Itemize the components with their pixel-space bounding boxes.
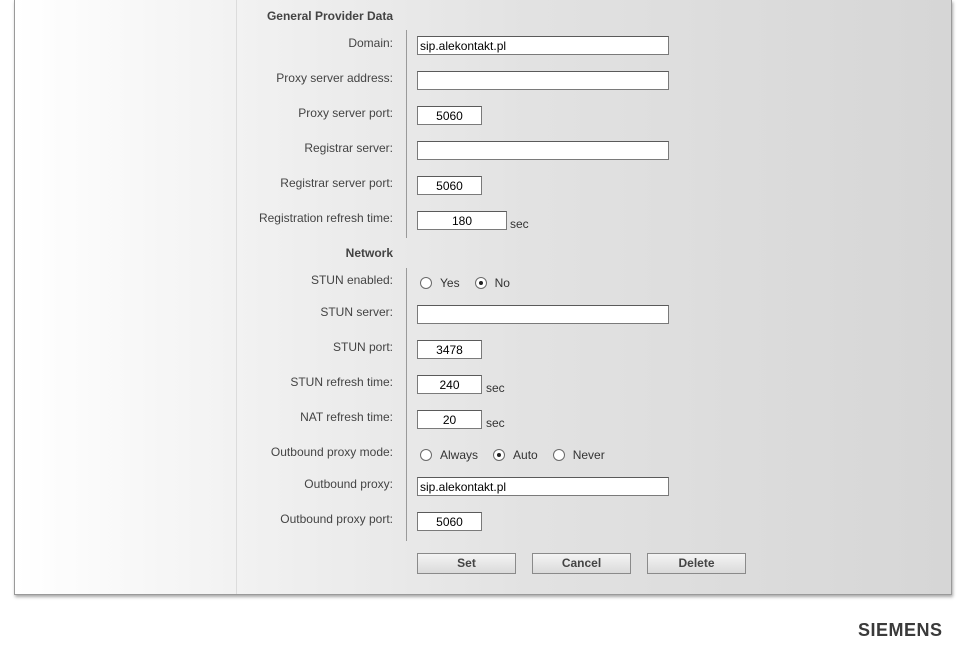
set-button[interactable]: Set [417,553,516,574]
proxy-port-input[interactable] [417,106,482,125]
left-column-divider [236,0,237,594]
reg-refresh-label: Registration refresh time: [258,211,393,225]
outbound-port-input[interactable] [417,512,482,531]
field-separator-network [406,268,407,541]
stun-enabled-yes-radio[interactable] [420,277,432,289]
stun-enabled-radio-group [420,275,525,291]
registrar-port-input[interactable] [417,176,482,195]
outbound-port-label: Outbound proxy port: [280,512,393,526]
cancel-button[interactable]: Cancel [532,553,631,574]
registrar-input[interactable] [417,141,669,160]
reg-refresh-unit: sec [510,217,529,231]
stun-refresh-unit: sec [486,381,505,395]
stun-refresh-label: STUN refresh time: [290,375,393,389]
section-heading-general: General Provider Data [266,9,393,23]
field-separator-general [406,30,407,238]
domain-label: Domain: [348,36,393,50]
stun-enabled-yes-label: Yes [440,276,460,290]
outbound-mode-never-radio[interactable] [553,449,565,461]
stun-enabled-label: STUN enabled: [310,273,393,287]
nat-refresh-unit: sec [486,416,505,430]
nat-refresh-input[interactable] [417,410,482,429]
outbound-mode-always-label: Always [440,448,479,462]
domain-input[interactable] [417,36,669,55]
siemens-logo: SIEMENS [858,620,943,640]
proxy-address-input[interactable] [417,71,669,90]
registrar-port-label: Registrar server port: [280,176,393,190]
outbound-proxy-input[interactable] [417,477,669,496]
stun-server-input[interactable] [417,305,669,324]
outbound-mode-radio-group [420,447,620,463]
delete-button[interactable]: Delete [647,553,746,574]
proxy-port-label: Proxy server port: [298,106,393,120]
stun-port-input[interactable] [417,340,482,359]
outbound-mode-auto-label: Auto [513,448,538,462]
outbound-mode-label: Outbound proxy mode: [270,445,393,459]
registrar-label: Registrar server: [304,141,393,155]
proxy-address-label: Proxy server address: [276,71,393,85]
reg-refresh-input[interactable] [417,211,507,230]
outbound-mode-auto-radio[interactable] [493,449,505,461]
stun-enabled-no-radio[interactable] [475,277,487,289]
stun-refresh-input[interactable] [417,375,482,394]
outbound-mode-never-label: Never [572,448,605,462]
section-heading-network: Network [345,246,393,260]
stun-server-label: STUN server: [320,305,393,319]
stun-port-label: STUN port: [332,340,393,354]
stun-enabled-no-label: No [494,276,510,290]
outbound-proxy-label: Outbound proxy: [304,477,393,491]
outbound-mode-always-radio[interactable] [420,449,432,461]
nat-refresh-label: NAT refresh time: [300,410,393,424]
